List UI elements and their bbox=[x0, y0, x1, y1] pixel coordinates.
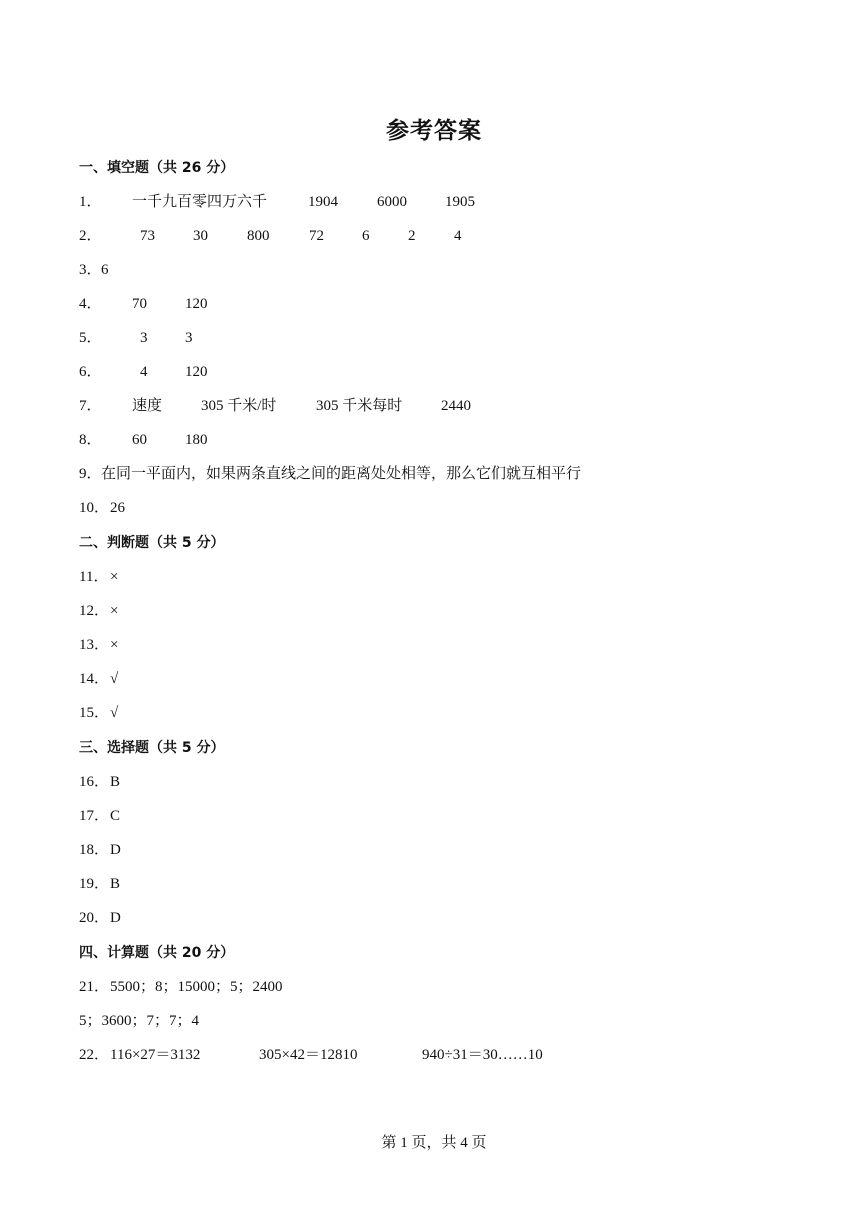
answer-text: 120 bbox=[185, 296, 208, 312]
answer-line-4 bbox=[79, 292, 779, 316]
answer-line-8 bbox=[79, 428, 779, 452]
answer-text: 116×27＝3132 bbox=[110, 1047, 201, 1063]
answer-line-3 bbox=[79, 258, 779, 282]
answer-line-13 bbox=[79, 633, 279, 657]
answer-text: 70 bbox=[132, 296, 147, 312]
answer-text: 2440 bbox=[441, 398, 471, 414]
answer-line-22 bbox=[79, 1043, 779, 1067]
answer-line-7 bbox=[79, 394, 779, 418]
question-number: 3． bbox=[79, 262, 102, 278]
answer-text: 30 bbox=[193, 228, 208, 244]
answer-line-18 bbox=[79, 838, 279, 862]
question-number: 8． bbox=[79, 432, 102, 448]
question-number: 6． bbox=[79, 364, 102, 380]
answer-text: × bbox=[110, 569, 119, 585]
section-heading-fill-blank: 一、填空题（共 26 分） bbox=[79, 160, 235, 176]
question-number: 7． bbox=[79, 398, 102, 414]
answer-line-14 bbox=[79, 667, 279, 691]
answer-text: B bbox=[110, 876, 121, 892]
answer-text: 4 bbox=[140, 364, 148, 380]
page-title: 参考答案 bbox=[386, 118, 482, 144]
section-heading-choice: 三、选择题（共 5 分） bbox=[79, 740, 225, 756]
answer-text: 120 bbox=[185, 364, 208, 380]
question-number: 20． bbox=[79, 910, 110, 926]
answer-text: 305 千米/时 bbox=[201, 398, 277, 414]
section-heading-calculation: 四、计算题（共 20 分） bbox=[79, 945, 235, 961]
question-number: 17． bbox=[79, 808, 110, 824]
answer-line-17 bbox=[79, 804, 279, 828]
question-number: 18． bbox=[79, 842, 110, 858]
question-number: 12． bbox=[79, 603, 110, 619]
answer-text: 在同一平面内，如果两条直线之间的距离处处相等，那么它们就互相平行 bbox=[101, 466, 582, 482]
question-number: 11． bbox=[79, 569, 109, 585]
answer-text: 180 bbox=[185, 432, 208, 448]
answer-text: D bbox=[110, 842, 121, 858]
answer-line-19 bbox=[79, 872, 279, 896]
answer-text: 2 bbox=[408, 228, 416, 244]
answer-line-15 bbox=[79, 701, 279, 725]
answer-text: 5；3600；7；7；4 bbox=[79, 1013, 200, 1029]
answer-text: 1904 bbox=[308, 194, 338, 210]
section-heading-judgment: 二、判断题（共 5 分） bbox=[79, 535, 225, 551]
answer-line-1 bbox=[79, 190, 779, 214]
answer-line-2 bbox=[79, 224, 779, 248]
answer-text: C bbox=[110, 808, 121, 824]
question-number: 9． bbox=[79, 466, 102, 482]
answer-text: 305 千米每时 bbox=[316, 398, 403, 414]
question-number: 16． bbox=[79, 774, 110, 790]
answer-text: × bbox=[110, 637, 119, 653]
page-footer: 第 1 页，共 4 页 bbox=[381, 1135, 487, 1151]
answer-line-11 bbox=[79, 565, 279, 589]
question-number: 19． bbox=[79, 876, 110, 892]
answer-text: B bbox=[110, 774, 121, 790]
answer-line-21 bbox=[79, 975, 579, 999]
answer-text: 3 bbox=[140, 330, 148, 346]
answer-text: 305×42＝12810 bbox=[259, 1047, 358, 1063]
answer-line-12 bbox=[79, 599, 279, 623]
answer-text: 73 bbox=[140, 228, 155, 244]
question-number: 13． bbox=[79, 637, 110, 653]
question-number: 4． bbox=[79, 296, 102, 312]
question-number: 5． bbox=[79, 330, 102, 346]
question-number: 22． bbox=[79, 1047, 110, 1063]
answer-line-5 bbox=[79, 326, 779, 350]
answer-text: √ bbox=[110, 705, 119, 721]
question-number: 2． bbox=[79, 228, 102, 244]
question-number: 10． bbox=[79, 500, 110, 516]
answer-text: 6 bbox=[101, 262, 109, 278]
answer-text: D bbox=[110, 910, 121, 926]
answer-text: 3 bbox=[185, 330, 193, 346]
answer-text: 1905 bbox=[445, 194, 475, 210]
answer-text: 速度 bbox=[132, 398, 163, 414]
question-number: 15． bbox=[79, 705, 110, 721]
answer-line-20 bbox=[79, 906, 279, 930]
answer-text: 6000 bbox=[377, 194, 407, 210]
answer-text: 60 bbox=[132, 432, 147, 448]
answer-text: 940÷31＝30……10 bbox=[422, 1047, 543, 1063]
answer-line-9 bbox=[79, 462, 779, 486]
answer-text: 72 bbox=[309, 228, 324, 244]
question-number: 14． bbox=[79, 671, 110, 687]
answer-line-16 bbox=[79, 770, 279, 794]
answer-text: 一千九百零四万六千 bbox=[132, 194, 268, 210]
answer-text: √ bbox=[110, 671, 119, 687]
answer-text: × bbox=[110, 603, 119, 619]
answer-text: 800 bbox=[247, 228, 270, 244]
answer-text: 5500；8；15000；5；2400 bbox=[110, 979, 283, 995]
answer-line-21-continued bbox=[79, 1009, 579, 1033]
answer-line-6 bbox=[79, 360, 779, 384]
answer-line-10 bbox=[79, 496, 779, 520]
answer-text: 4 bbox=[454, 228, 462, 244]
question-number: 21． bbox=[79, 979, 110, 995]
answer-text: 26 bbox=[110, 500, 125, 516]
question-number: 1． bbox=[79, 194, 102, 210]
answer-text: 6 bbox=[362, 228, 370, 244]
